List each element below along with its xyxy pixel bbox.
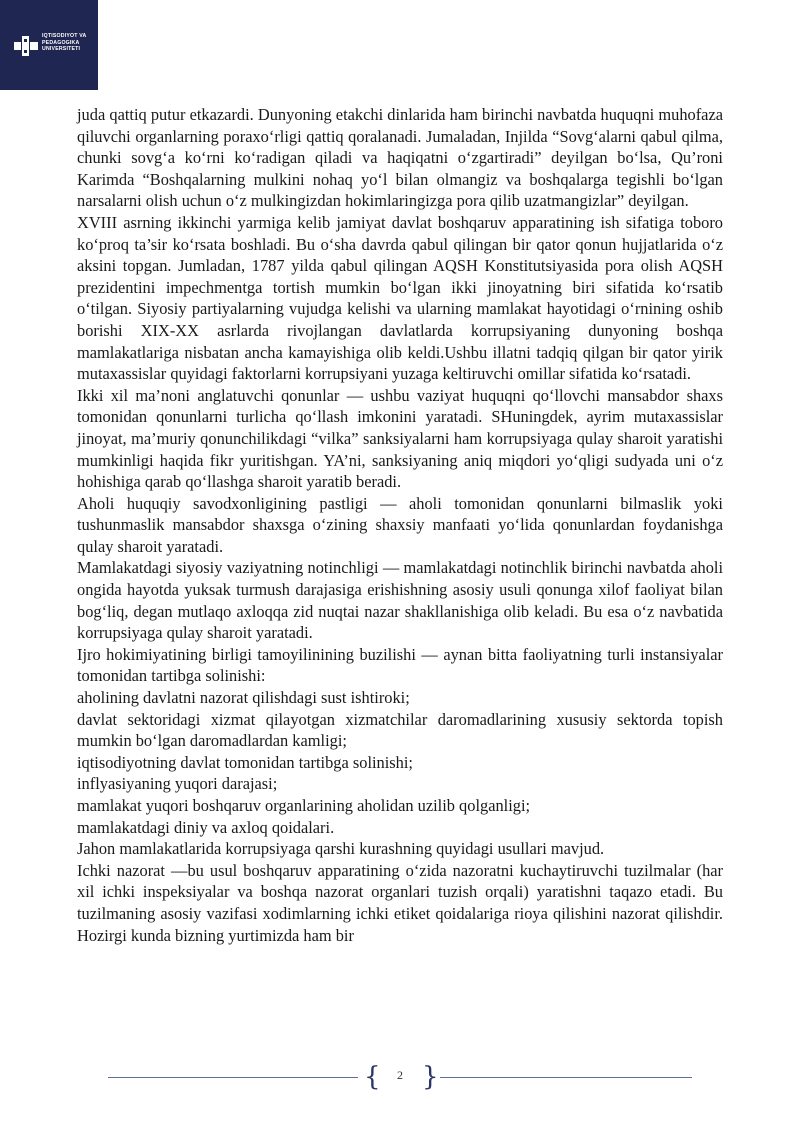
list-item: mamlakatdagi diniy va axloq qoidalari.: [77, 817, 335, 837]
logo-text-line: IQTISODIYOT VA: [42, 33, 87, 39]
paragraph: XVIII asrning ikkinchi yarmiga kelib jamiyat davlat boshqaruv apparatining ish sifatiga toboro koʻproq ta’sir koʻrsata boshladi. Bu oʻsha davrda qabul qilingan bir qator qonun hujjatlarida oʻz aksini topgan. Jumladan, 1787 yilda qabul qilingan AQSH Konstitutsiyasida pora olish AQSH prezidentini impechmentga tortish mumkin boʻlgan ikki jinoyatning biri sifatida koʻrsatib oʻtilgan. Siyosiy partiyalarning vujudga kelishi va ularning mamlakat hayotidagi oʻrnining oshib borishi XIX-XX asrlarda rivojlangan davlatlarda korrupsiyaning dunyoning boshqa mamlakatlariga nisbatan ancha kamayishiga olib keldi.Ushbu illatni tadqiq qilgan bir qator yirik mutaxassislar quyidagi faktorlarni korrupsiyani yuzaga keltiruvchi omillar sifatida koʻrsatadi.: [77, 212, 723, 384]
logo-text-line: UNIVERSITETI: [42, 46, 81, 53]
logo-mark-icon: [14, 36, 38, 56]
logo-wordmark: [42, 33, 94, 53]
university-logo: [0, 0, 98, 90]
footer-divider-left: [108, 1077, 358, 1078]
paragraph: Mamlakatdagi siyosiy vaziyatning notinchligi — mamlakatdagi notinchlik birinchi navbatda aholi ongida hayotda yuksak turmush darajasiga erishishning asosiy usuli qonunga xilof faoliyat bilan bogʻliq, degan mutlaqo axloqqa zid nuqtai nazar shakllanishiga olib keladi. Bu esa oʻz navbatida korrupsiyaga qulay sharoit yaratadi.: [77, 558, 723, 643]
list-item: mamlakat yuqori boshqaruv organlarining aholidan uzilib qolganligi;: [77, 796, 531, 815]
paragraph: Ikki xil ma’noni anglatuvchi qonunlar — ushbu vaziyat huquqni qoʻllovchi mansabdor shaxs tomonidan qonunlarni turlicha qoʻllash imkonini yaratadi. SHuningdek, ayrim mutaxassislar jinoyat, ma’muriy qonunchilikdagi “vilka” sanksiyalarni ham korrupsiyaga qulay sharoit yaratishi mumkinligi haqida fikr yuritishgan. YA’ni, sanksiyaning aniq miqdori yoʻqligi sudyada uni oʻz hohishiga qarab qoʻllashga sharoit yaratib beradi.: [77, 385, 723, 492]
list-item: aholining davlatni nazorat qilishdagi sust ishtiroki;: [77, 688, 410, 708]
page-footer: [0, 1060, 800, 1100]
document-body: [77, 104, 723, 946]
footer-divider-right: [440, 1077, 692, 1078]
list-item: iqtisodiyotning davlat tomonidan tartibga solinishi;: [77, 752, 413, 772]
footer-brace-right: }: [422, 1062, 439, 1092]
page-number: 2: [397, 1068, 403, 1082]
paragraph: juda qattiq putur etkazardi. Dunyoning etakchi dinlarida ham birinchi navbatda huquqni muhofaza qiluvchi organlarning poraxoʻrligi qattiq qoralanadi. Jumaladan, Injilda “Sovgʻalarni qabul qilma, chunki sovgʻa koʻrni koʻradigan qiladi va haqiqatni oʻzgartiradi” deyilgan boʻlsa, Qu’roni Karimda “Boshqalarning mulkini nohaq yoʻl bilan olmangiz va boshqalarga tegishli boʻlgan narsalarni olish uchun oʻz mulkingizdan hokimlaringizga pora qilib uzatmangizlar” deyilgan.: [77, 105, 723, 211]
paragraph: Jahon mamlakatlarida korrupsiyaga qarshi kurashning quyidagi usullari mavjud.: [77, 839, 605, 859]
paragraph: Ichki nazorat —bu usul boshqaruv apparatining oʻzida nazoratni kuchaytiruvchi tuzilmalar (har xil ichki inspeksiyalar va boshqa nazorat organlari tuzish orqali) yaratishni taqazo etadi. Bu tuzilmaning asosiy vazifasi xodimlarning ichki etiket qoidalariga rioya qilishini nazorat qilishdir. Hozirgi kunda bizning yurtimizda ham bir: [77, 860, 723, 945]
paragraph: Ijro hokimiyatining birligi tamoyilinining buzilishi — aynan bitta faoliyatning turli instansiyalar tomonidan tartibga solinishi:: [77, 644, 723, 686]
paragraph: Aholi huquqiy savodxonligining pastligi — aholi tomonidan qonunlarni bilmaslik yoki tushunmaslik mansabdor shaxsga oʻzining shaxsiy manfaati yoʻlida qonunlardan foydanishga qulay sharoit yaratadi.: [77, 493, 723, 556]
logo-text-line: PEDAGOGIKA: [42, 39, 80, 46]
footer-brace-left: {: [364, 1062, 381, 1092]
list-item: inflyasiyaning yuqori darajasi;: [77, 774, 278, 794]
list-item: davlat sektoridagi xizmat qilayotgan xizmatchilar daromadlarining xususiy sektorda topish mumkin boʻlgan daromadlardan kamligi;: [77, 709, 723, 751]
